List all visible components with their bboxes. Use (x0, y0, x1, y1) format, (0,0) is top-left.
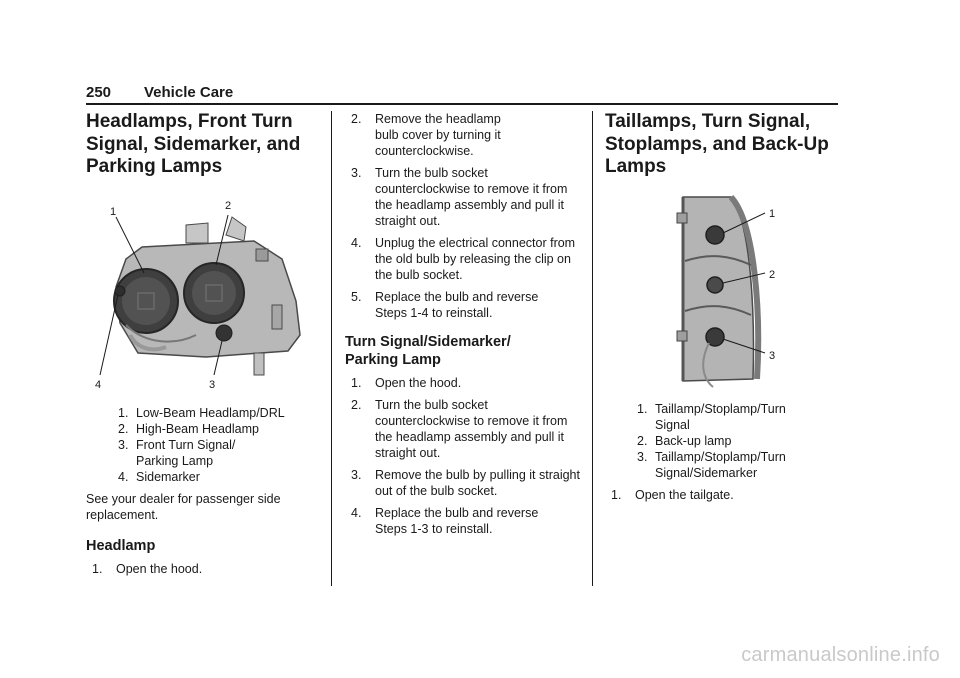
callout-1: 1 (110, 205, 117, 218)
legend-item: 2. High-Beam Headlamp (118, 421, 259, 436)
callout-3: 3 (209, 378, 216, 391)
step-item: 3. Remove the bulb by pulling it straight out of the bulb socket. (351, 468, 580, 498)
taillamp-figure (669, 193, 789, 389)
page-header (86, 84, 838, 104)
column-divider-left (331, 111, 332, 586)
legend-item: 3. Taillamp/Stoplamp/Turn Signal/Sidemarker (637, 449, 786, 480)
callout-2: 2 (769, 268, 776, 281)
passenger-side-note: See your dealer for passenger side replacement. (86, 491, 281, 522)
step-item: 3. Turn the bulb socket counterclockwise to remove it from the headlamp assembly and pull it straight out. (351, 166, 568, 228)
headlamp-legend (86, 405, 322, 485)
step-item: 5. Replace the bulb and reverse Steps 1-4 to reinstall. (351, 290, 539, 320)
watermark: carmanualsonline.info (741, 644, 940, 666)
callout-4: 4 (95, 378, 102, 391)
headlamp-figure (86, 195, 322, 395)
headlamps-heading: Headlamps, Front Turn Signal, Sidemarker, and Parking Lamps (86, 111, 301, 177)
callout-1: 1 (769, 207, 776, 220)
middle-column (345, 111, 581, 537)
taillamp-steps (605, 487, 841, 503)
legend-item: 3. Front Turn Signal/ Parking Lamp (118, 437, 236, 468)
legend-item: 1. Low-Beam Headlamp/DRL (118, 405, 285, 420)
page-number: 250 (86, 84, 112, 101)
column-divider-right (592, 111, 593, 586)
header-rule (86, 103, 838, 105)
step-item: 1. Open the hood. (92, 561, 203, 576)
legend-item: 4. Sidemarker (118, 469, 200, 484)
step-item: 1. Open the hood. (351, 376, 462, 390)
taillamps-heading: Taillamps, Turn Signal, Stoplamps, and Back-Up Lamps (605, 111, 829, 177)
headlamp-steps-continued (345, 111, 581, 321)
taillamp-diagram (669, 193, 789, 389)
callout-3: 3 (769, 349, 776, 362)
turn-signal-subheading: Turn Signal/Sidemarker/ Parking Lamp (345, 334, 511, 368)
legend-item: 1. Taillamp/Stoplamp/Turn Signal (637, 401, 786, 432)
right-column (605, 111, 841, 503)
step-item: 4. Replace the bulb and reverse Steps 1-3 to reinstall. (351, 506, 539, 536)
headlamp-subheading: Headlamp (86, 537, 156, 554)
taillamp-legend (605, 401, 841, 481)
headlamp-diagram (86, 195, 322, 395)
callout-2: 2 (225, 199, 232, 212)
turn-signal-steps (345, 375, 581, 537)
left-column (86, 111, 322, 577)
legend-item: 2. Back-up lamp (637, 433, 732, 448)
headlamp-steps-start (86, 561, 322, 577)
step-item: 1. Open the tailgate. (611, 487, 734, 502)
step-item: 2. Remove the headlamp bulb cover by turning it counterclockwise. (351, 112, 501, 158)
step-item: 4. Unplug the electrical connector from the old bulb by releasing the clip on the bulb socket. (351, 236, 576, 282)
step-item: 2. Turn the bulb socket counterclockwise to remove it from the headlamp assembly and pull it straight out. (351, 398, 568, 460)
section-title: Vehicle Care (144, 84, 234, 101)
